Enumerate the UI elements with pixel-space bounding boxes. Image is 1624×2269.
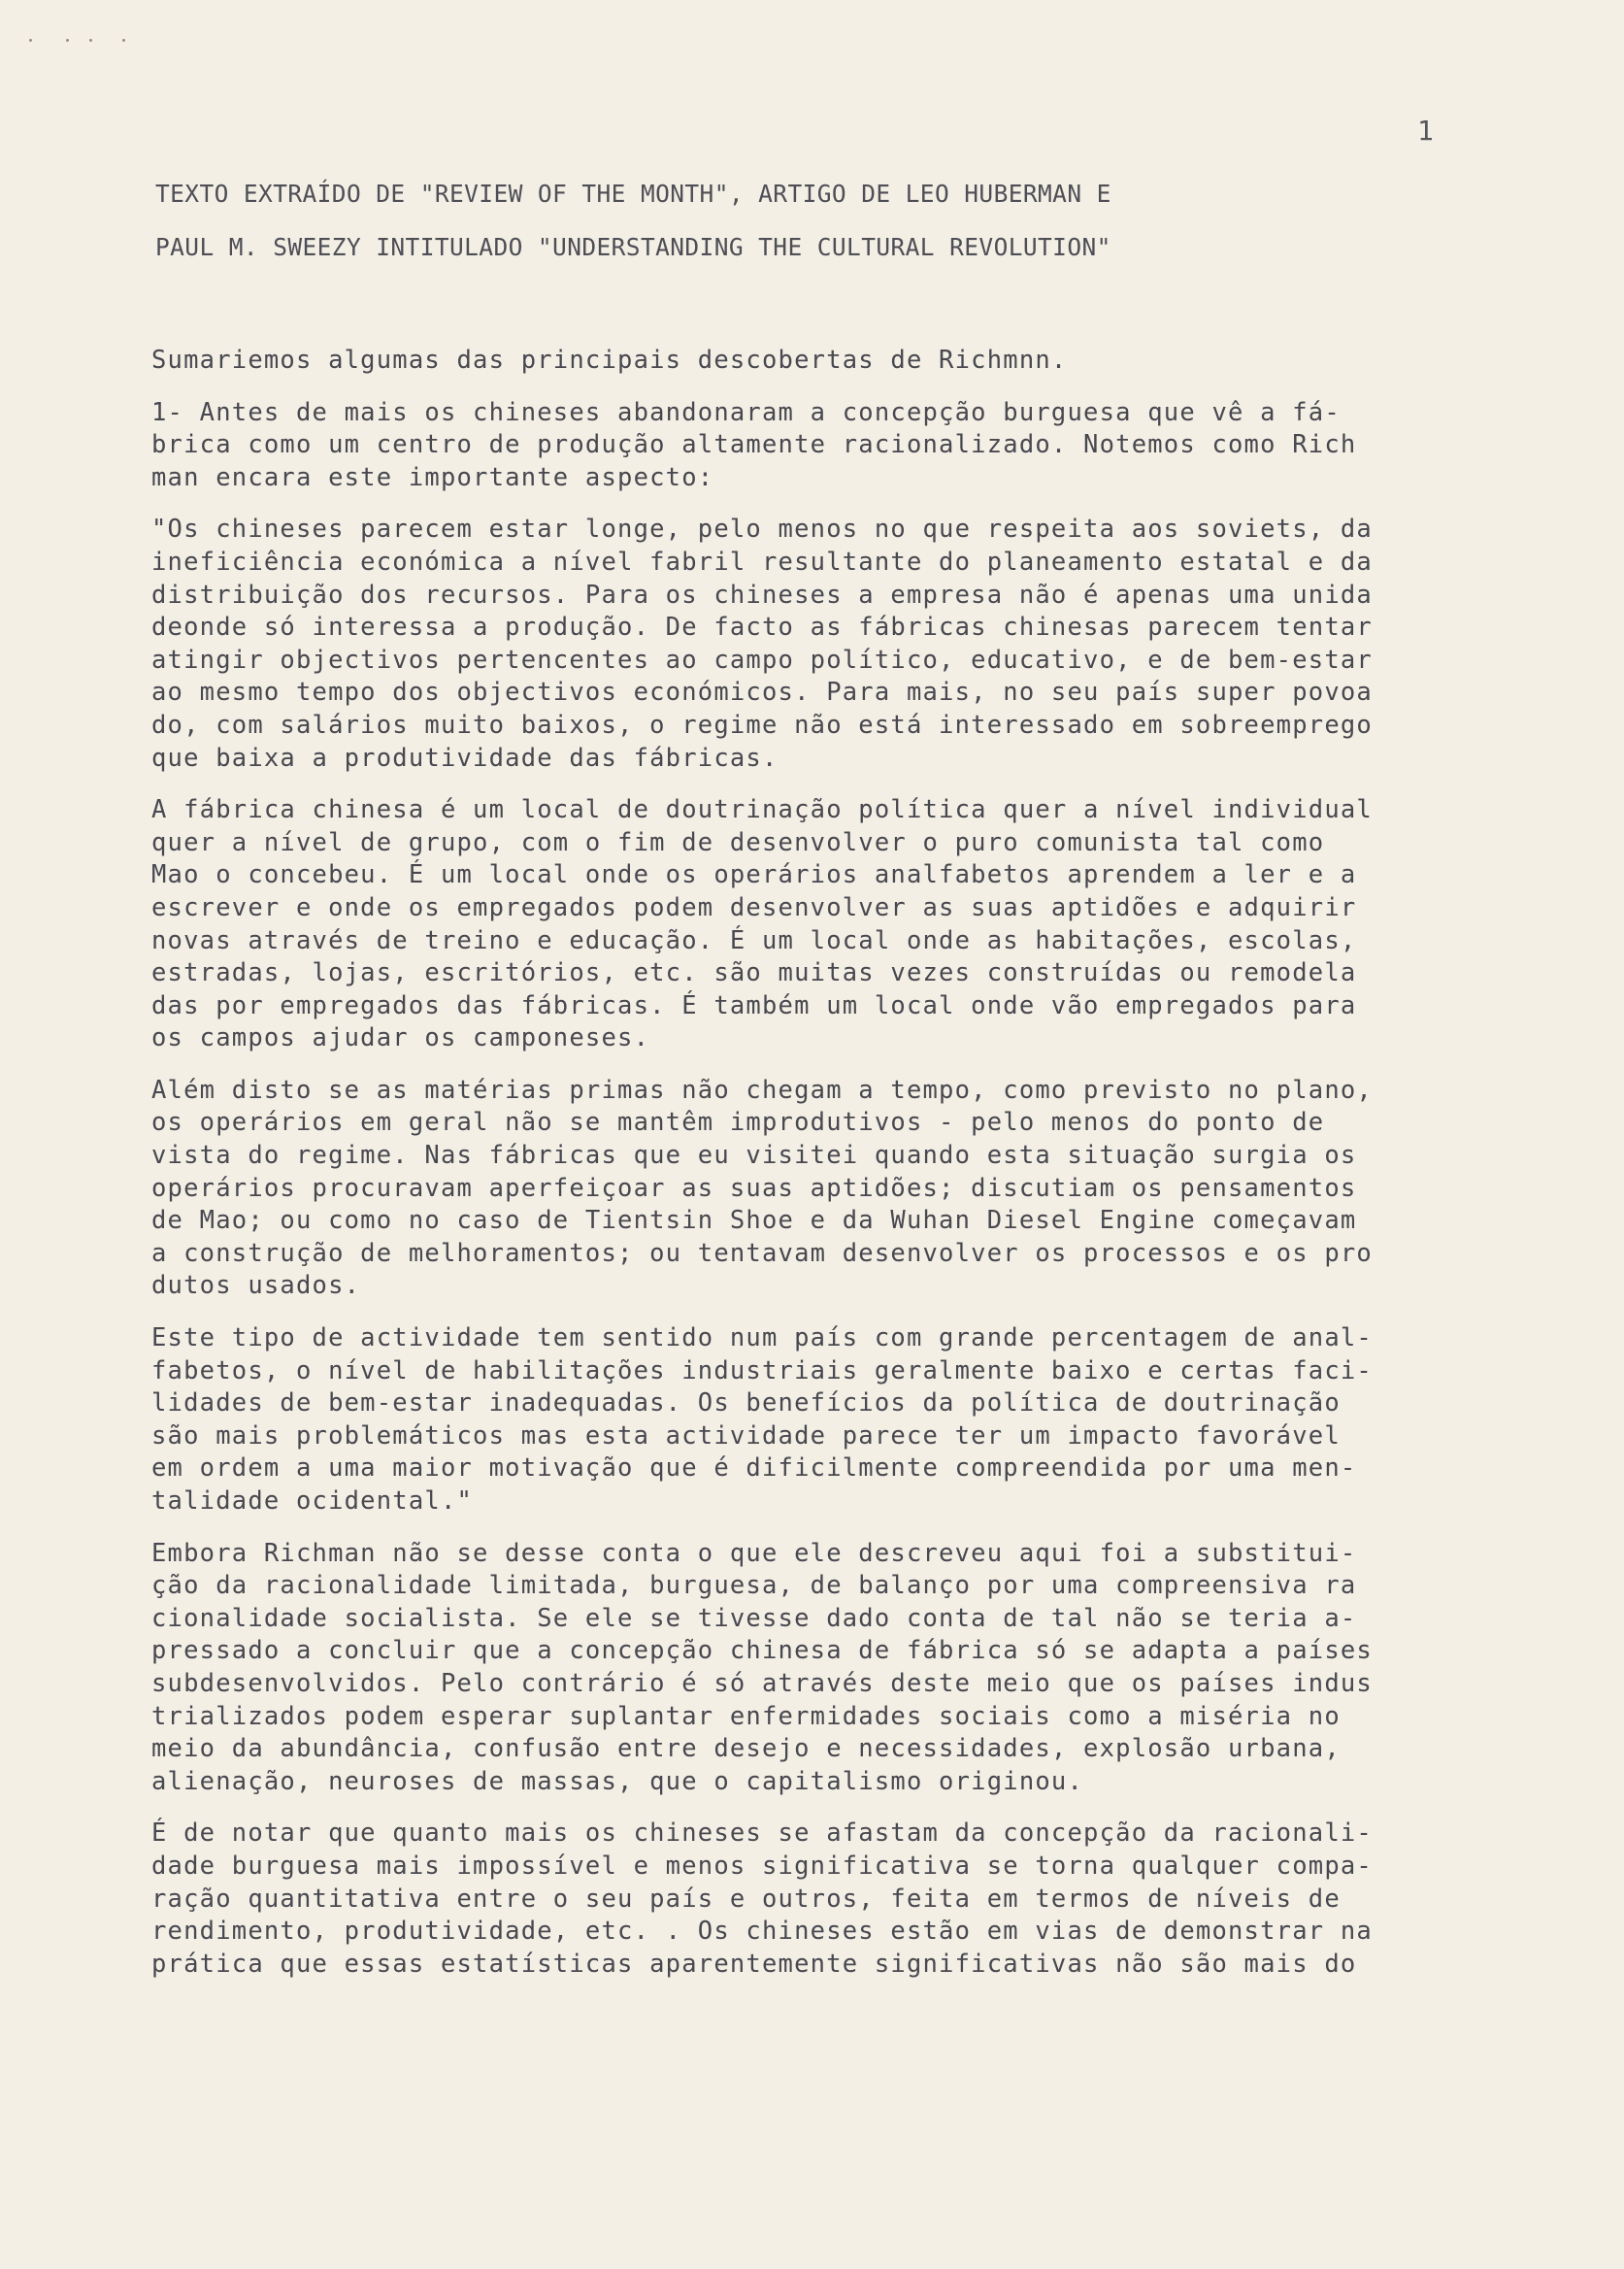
paragraph (151, 1322, 1452, 1518)
text-line: meio da abundância, confusão entre desejo e necessidades, explosão urbana, (151, 1734, 1341, 1764)
paragraph (151, 794, 1452, 1055)
page-number: 1 (1417, 115, 1434, 147)
text-line: deonde só interessa a produção. De facto as fábricas chinesas parecem tentar (151, 613, 1373, 643)
text-line: estradas, lojas, escritórios, etc. são muitas vezes construídas ou remodela (151, 958, 1357, 988)
text-line: trializados podem esperar suplantar enfermidades sociais como a miséria no (151, 1701, 1341, 1731)
text-line: ineficiência económica a nível fabril resultante do planeamento estatal e da (151, 547, 1373, 577)
paragraph (151, 1538, 1452, 1799)
text-line: em ordem a uma maior motivação que é dificilmente compreendida por uma men- (151, 1453, 1357, 1484)
paragraph (151, 345, 1452, 378)
text-line: das por empregados das fábricas. É também um local onde vão empregados para (151, 990, 1357, 1020)
text-line: são mais problemáticos mas esta actividade parece ter um impacto favorável (151, 1420, 1341, 1451)
paragraph (151, 397, 1452, 495)
text-line: subdesenvolvidos. Pelo contrário é só através deste meio que os países indus (151, 1668, 1373, 1698)
text-line: Mao o concebeu. É um local onde os operários analfabetos aprendem a ler e a (151, 860, 1357, 890)
text-line: pressado a concluir que a concepção chinesa de fábrica só se adapta a países (151, 1636, 1373, 1666)
text-line: a construção de melhoramentos; ou tentavam desenvolver os processos e os pro (151, 1238, 1373, 1268)
text-line: fabetos, o nível de habilitações industriais geralmente baixo e certas faci- (151, 1355, 1373, 1385)
text-line: de Mao; ou como no caso de Tientsin Shoe e da Wuhan Diesel Engine começavam (151, 1206, 1357, 1236)
paragraph (151, 1075, 1452, 1303)
text-line: prática que essas estatísticas aparentemente significativas não são mais do (151, 1949, 1357, 1979)
text-line: Este tipo de actividade tem sentido num país com grande percentagem de anal- (151, 1323, 1373, 1353)
text-line: Além disto se as matérias primas não chegam a tempo, como previsto no plano, (151, 1075, 1373, 1105)
text-line: que baixa a produtividade das fábricas. (151, 743, 779, 773)
text-line: dutos usados. (151, 1271, 361, 1301)
text-line: 1- Antes de mais os chineses abandonaram a concepção burguesa que vê a fá- (151, 397, 1341, 427)
document-title (155, 167, 1485, 274)
text-line: dade burguesa mais impossível e menos significativa se torna qualquer compa- (151, 1851, 1373, 1881)
text-line: quer a nível de grupo, com o fim de desenvolver o puro comunista tal como (151, 827, 1325, 857)
text-line: alienação, neuroses de massas, que o capitalismo originou. (151, 1766, 1084, 1796)
paragraph (151, 1818, 1452, 1981)
text-line: talidade ocidental." (151, 1486, 474, 1516)
text-line: Sumariemos algumas das principais descobertas de Richmnn. (151, 346, 1068, 375)
text-line: vista do regime. Nas fábricas que eu visitei quando esta situação surgia os (151, 1141, 1357, 1171)
text-line: os operários em geral não se mantêm improdutivos - pelo menos do ponto de (151, 1108, 1325, 1138)
text-line: escrever e onde os empregados podem desenvolver as suas aptidões e adquirir (151, 892, 1357, 922)
text-line: É de notar que quanto mais os chineses se afastam da concepção da racionali- (151, 1819, 1373, 1849)
text-line: rendimento, produtividade, etc. . Os chineses estão em vias de demonstrar na (151, 1917, 1373, 1947)
title-line: PAUL M. SWEEZY INTITULADO "UNDERSTANDING THE CULTURAL REVOLUTION" (155, 233, 1111, 261)
text-line: os campos ajudar os camponeses. (151, 1023, 650, 1053)
text-line: brica como um centro de produção altamente racionalizado. Notemos como Rich (151, 430, 1357, 460)
body-text (151, 345, 1452, 2000)
text-line: novas através de treino e educação. É um local onde as habitações, escolas, (151, 925, 1357, 955)
text-line: ração quantitativa entre o seu país e outros, feita em termos de níveis de (151, 1884, 1341, 1914)
text-line: man encara este importante aspecto: (151, 462, 714, 492)
text-line: ao mesmo tempo dos objectivos económicos. Para mais, no seu país super povoa (151, 678, 1373, 708)
text-line: lidades de bem-estar inadequadas. Os benefícios da política de doutrinação (151, 1388, 1341, 1418)
text-line: A fábrica chinesa é um local de doutrinação política quer a nível individual (151, 795, 1373, 825)
title-line: TEXTO EXTRAÍDO DE "REVIEW OF THE MONTH", ARTIGO DE LEO HUBERMAN E (155, 180, 1111, 208)
text-line: do, com salários muito baixos, o regime não está interessado em sobreemprego (151, 710, 1373, 740)
text-line: atingir objectivos pertencentes ao campo político, educativo, e de bem-estar (151, 645, 1373, 675)
text-line: "Os chineses parecem estar longe, pelo menos no que respeita aos soviets, da (151, 515, 1373, 545)
text-line: operários procuravam aperfeiçoar as suas aptidões; discutiam os pensamentos (151, 1173, 1357, 1203)
paper-blemish-marks (29, 39, 136, 42)
text-line: cionalidade socialista. Se ele se tivesse dado conta de tal não se teria a- (151, 1603, 1357, 1633)
paragraph (151, 514, 1452, 775)
text-line: Embora Richman não se desse conta o que ele descreveu aqui foi a substitui- (151, 1538, 1357, 1568)
text-line: distribuição dos recursos. Para os chineses a empresa não é apenas uma unida (151, 580, 1373, 610)
text-line: ção da racionalidade limitada, burguesa, de balanço por uma compreensiva ra (151, 1571, 1357, 1601)
